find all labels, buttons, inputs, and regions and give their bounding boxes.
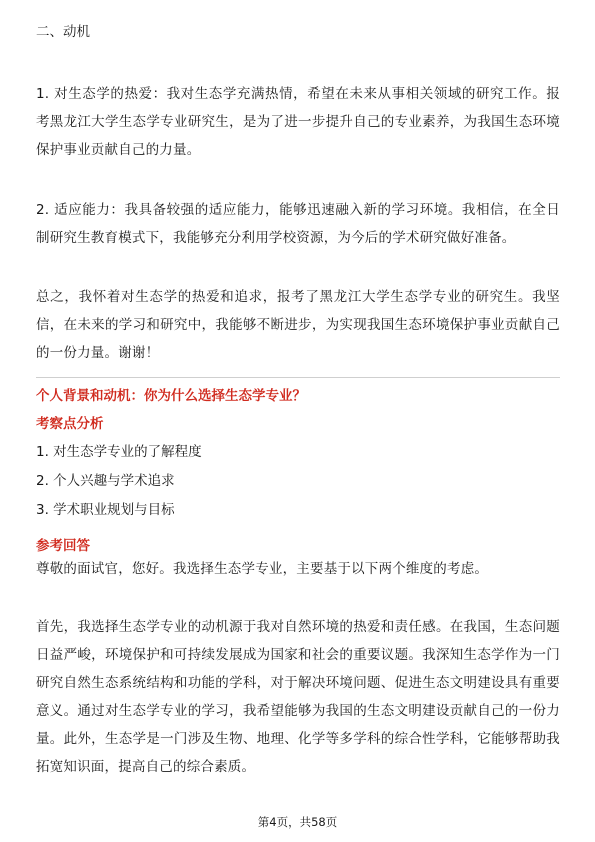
- paragraph-adaptability: 2. 适应能力：我具备较强的适应能力，能够迅速融入新的学习环境。我相信，在全日制研究生教育模式下，我能够充分利用学校资源，为今后的学术研究做好准备。: [36, 202, 560, 246]
- section-heading: 二、动机: [36, 24, 90, 40]
- analysis-item: 1. 对生态学专业的了解程度: [36, 444, 202, 460]
- answer-heading: 参考回答: [36, 538, 90, 554]
- question-title: 个人背景和动机：你为什么选择生态学专业？: [36, 388, 306, 404]
- analysis-heading: 考察点分析: [36, 416, 104, 432]
- section-divider: [36, 377, 560, 378]
- document-page: [36, 0, 560, 842]
- paragraph-summary: 总之，我怀着对生态学的热爱和追求，报考了黑龙江大学生态学专业的研究生。我坚信，在未来的学习和研究中，我能够不断进步，为实现我国生态环境保护事业贡献自己的一份力量。谢谢！: [36, 289, 560, 361]
- analysis-item: 3. 学术职业规划与目标: [36, 502, 175, 518]
- page-number-footer: 第4页，共58页: [257, 815, 338, 829]
- analysis-item: 2. 个人兴趣与学术追求: [36, 473, 175, 489]
- paragraph-love-of-ecology: 1. 对生态学的热爱：我对生态学充满热情，希望在未来从事相关领域的研究工作。报考黑龙江大学生态学专业研究生，是为了进一步提升自己的专业素养，为我国生态环境保护事业贡献自己的力量。: [36, 86, 560, 158]
- answer-paragraph-motivation: 首先，我选择生态学专业的动机源于我对自然环境的热爱和责任感。在我国，生态问题日益严峻，环境保护和可持续发展成为国家和社会的重要议题。我深知生态学作为一门研究自然生态系统结构和功能的学科，对于解决环境问题、促进生态文明建设具有重要意义。通过对生态学专业的学习，我希望能够为我国的生态文明建设贡献自己的一份力量。此外，生态学是一门涉及生物、地理、化学等多学科的综合性学科，它能够帮助我拓宽知识面，提高自己的综合素质。: [36, 619, 560, 775]
- answer-paragraph-greeting: 尊敬的面试官，您好。我选择生态学专业，主要基于以下两个维度的考虑。: [36, 561, 489, 577]
